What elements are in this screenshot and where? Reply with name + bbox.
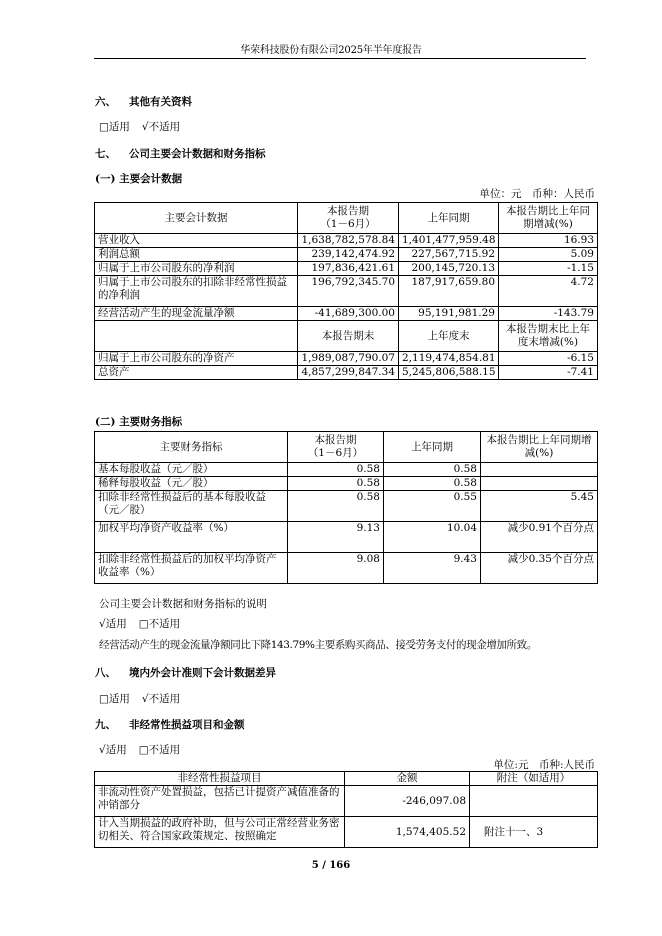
applicable-checkbox[interactable]: √适用 <box>99 618 127 630</box>
not-applicable-checkbox[interactable]: □不适用 <box>138 618 181 630</box>
prior-value: 10.04 <box>384 522 481 553</box>
header-cell: 主要财务指标 <box>95 432 288 463</box>
row-label: 归属于上市公司股东的净利润 <box>95 262 298 276</box>
table-row <box>95 307 598 321</box>
note-text: 经营活动产生的现金流量净额同比下降143.79%主要系购买商品、接受劳务支付的现金增加所致。 <box>99 639 537 651</box>
section-8-heading <box>95 665 276 680</box>
current-value: -41,689,300.00 <box>298 307 399 321</box>
section-6-options <box>99 119 192 134</box>
current-value: 9.13 <box>288 522 384 553</box>
amount-value: 1,574,405.52 <box>345 817 470 848</box>
change-value <box>481 463 598 477</box>
row-label: 扣除非经常性损益后的加权平均净资产收益率（%） <box>95 553 288 584</box>
header-cell: 主要会计数据 <box>95 203 298 234</box>
note-value: 附注十一、3 <box>470 817 598 848</box>
current-value: 0.58 <box>288 477 384 491</box>
row-label: 扣除非经常性损益后的基本每股收益（元／股） <box>95 491 288 522</box>
current-value: 1,638,782,578.84 <box>298 234 399 248</box>
current-value: 196,792,345.70 <box>298 276 399 307</box>
row-label: 经营活动产生的现金流量净额 <box>95 307 298 321</box>
header-cell: 本报告期比上年同期增减(%) <box>481 432 598 463</box>
unit-label-2: 单位:元 币种:人民币 <box>493 759 595 771</box>
section-7-heading <box>95 146 266 161</box>
prior-value: 5,245,806,588.15 <box>399 366 499 380</box>
not-applicable-checkbox[interactable]: □不适用 <box>138 744 181 756</box>
table-row <box>95 366 598 380</box>
row-label: 总资产 <box>95 366 298 380</box>
table-row <box>95 463 598 477</box>
indicator-table-header <box>95 432 598 463</box>
current-value: 0.58 <box>288 463 384 477</box>
change-value <box>481 477 598 491</box>
section-6-title: 其他有关资料 <box>129 96 192 108</box>
accounting-data-table <box>94 202 598 380</box>
note-options <box>99 616 192 631</box>
row-label: 非流动性资产处置损益，包括已计提资产减值准备的冲销部分 <box>95 786 345 817</box>
change-value: 5.09 <box>499 248 598 262</box>
section-6-heading <box>95 94 192 109</box>
prior-value: 0.58 <box>384 463 481 477</box>
page-header: 华荣科技股份有限公司2025年半年度报告 <box>240 45 422 56</box>
section-7-1-heading: (一) 主要会计数据 <box>95 173 183 185</box>
note-value <box>470 786 598 817</box>
subheader-cell: 本报告期末 <box>298 321 399 352</box>
row-label: 加权平均净资产收益率（%） <box>95 522 288 553</box>
section-7-number: 七、 <box>95 148 116 160</box>
header-cell: 非经常性损益项目 <box>95 772 345 786</box>
financial-indicator-table <box>94 431 598 584</box>
prior-value: 9.43 <box>384 553 481 584</box>
header-cell: 附注（如适用） <box>470 772 598 786</box>
prior-value: 2,119,474,854.81 <box>399 352 499 366</box>
change-value: -1.15 <box>499 262 598 276</box>
section-6-number: 六、 <box>95 96 116 108</box>
section-9-heading <box>95 717 245 732</box>
section-9-title: 非经常性损益项目和金额 <box>129 719 245 731</box>
prior-value: 95,191,981.29 <box>399 307 499 321</box>
change-value: -6.15 <box>499 352 598 366</box>
table-row <box>95 817 598 848</box>
applicable-checkbox[interactable]: □适用 <box>99 693 130 705</box>
table-row <box>95 234 598 248</box>
accounting-table-header <box>95 203 598 234</box>
nonrecurring-items-table <box>94 771 598 848</box>
table-row <box>95 276 598 307</box>
row-label: 归属于上市公司股东的净资产 <box>95 352 298 366</box>
row-label: 归属于上市公司股东的扣除非经常性损益的净利润 <box>95 276 298 307</box>
subheader-cell: 本报告期末比上年度末增减(%) <box>499 321 598 352</box>
change-value: 4.72 <box>499 276 598 307</box>
section-7-2-heading: (二) 主要财务指标 <box>95 416 183 428</box>
section-8-options <box>99 691 192 706</box>
table-row <box>95 553 598 584</box>
section-8-number: 八、 <box>95 667 116 679</box>
change-value: -7.41 <box>499 366 598 380</box>
accounting-table-subheader <box>95 321 598 352</box>
change-value: 16.93 <box>499 234 598 248</box>
subheader-cell <box>95 321 298 352</box>
row-label: 基本每股收益（元／股） <box>95 463 288 477</box>
section-9-options <box>99 742 192 757</box>
section-7-title: 公司主要会计数据和财务指标 <box>129 148 266 160</box>
header-cell: 上年同期 <box>384 432 481 463</box>
table-row <box>95 491 598 522</box>
unit-label-1: 单位：元 币种：人民币 <box>479 188 595 200</box>
applicable-checkbox[interactable]: √适用 <box>99 744 127 756</box>
change-value: 减少0.35个百分点 <box>481 553 598 584</box>
header-cell: 金额 <box>345 772 470 786</box>
not-applicable-checkbox[interactable]: √不适用 <box>141 693 181 705</box>
prior-value: 0.55 <box>384 491 481 522</box>
note-title: 公司主要会计数据和财务指标的说明 <box>99 598 267 610</box>
section-8-title: 境内外会计准则下会计数据差异 <box>129 667 276 679</box>
applicable-checkbox[interactable]: □适用 <box>99 121 130 133</box>
not-applicable-checkbox[interactable]: √不适用 <box>141 121 181 133</box>
current-value: 197,836,421.61 <box>298 262 399 276</box>
table-row <box>95 352 598 366</box>
table-row <box>95 786 598 817</box>
subheader-cell: 上年度末 <box>399 321 499 352</box>
prior-value: 227,567,715.92 <box>399 248 499 262</box>
row-label: 利润总额 <box>95 248 298 262</box>
prior-value: 200,145,720.13 <box>399 262 499 276</box>
current-value: 4,857,299,847.34 <box>298 366 399 380</box>
table-row <box>95 262 598 276</box>
prior-value: 1,401,477,959.48 <box>399 234 499 248</box>
change-value: -143.79 <box>499 307 598 321</box>
change-value: 减少0.91个百分点 <box>481 522 598 553</box>
table-row <box>95 522 598 553</box>
current-value: 239,142,474.92 <box>298 248 399 262</box>
row-label: 营业收入 <box>95 234 298 248</box>
header-divider <box>94 58 586 59</box>
prior-value: 187,917,659.80 <box>399 276 499 307</box>
table-row <box>95 248 598 262</box>
nonrecurring-table-header <box>95 772 598 786</box>
current-value: 0.58 <box>288 491 384 522</box>
current-value: 1,989,087,790.07 <box>298 352 399 366</box>
table-row <box>95 477 598 491</box>
row-label: 计入当期损益的政府补助，但与公司正常经营业务密切相关、符合国家政策规定、按照确定 <box>95 817 345 848</box>
header-cell: 本报告期比上年同期增减(%) <box>499 203 598 234</box>
row-label: 稀释每股收益（元／股） <box>95 477 288 491</box>
header-cell: 上年同期 <box>399 203 499 234</box>
header-cell: 本报告期 （1－6月） <box>288 432 384 463</box>
change-value: 5.45 <box>481 491 598 522</box>
amount-value: -246,097.08 <box>345 786 470 817</box>
page-number: 5 / 166 <box>311 860 351 871</box>
prior-value: 0.58 <box>384 477 481 491</box>
current-value: 9.08 <box>288 553 384 584</box>
section-9-number: 九、 <box>95 719 116 731</box>
header-cell: 本报告期 （1－6月） <box>298 203 399 234</box>
